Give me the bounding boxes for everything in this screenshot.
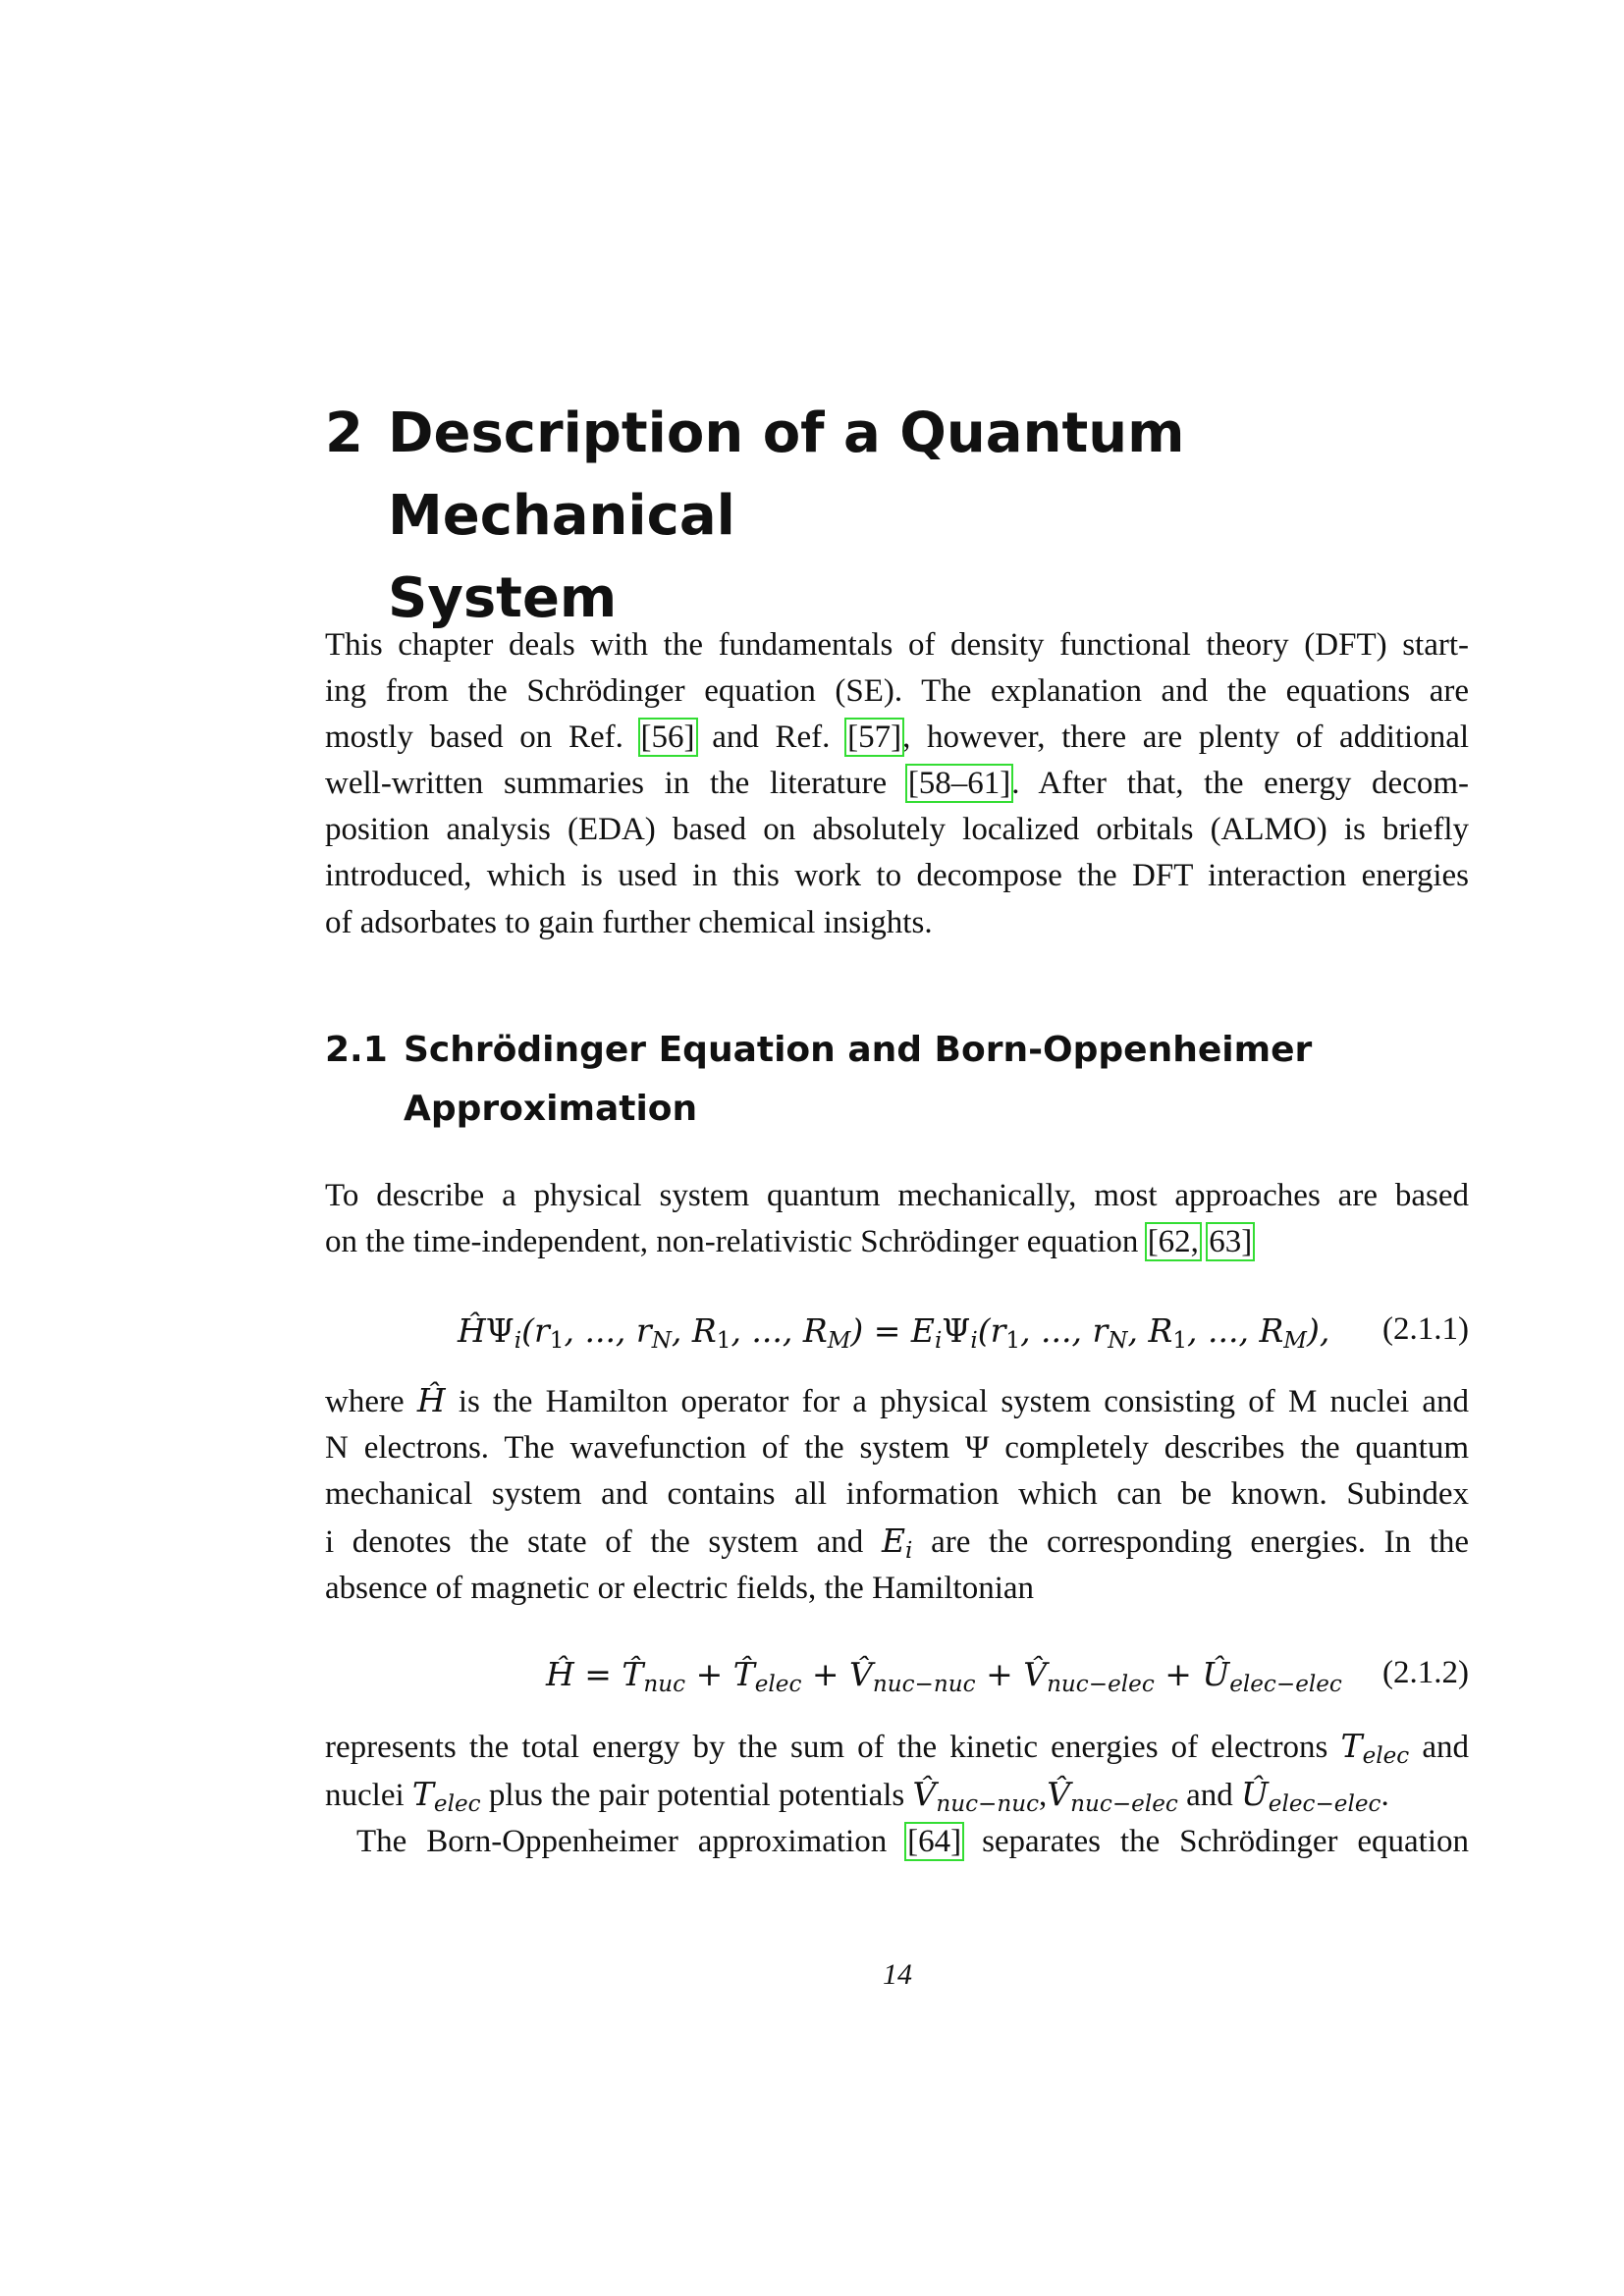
body-paragraph-3 xyxy=(325,1723,1469,1865)
chapter-heading xyxy=(325,393,1474,640)
text-line: nuclei $T_{elec}$ plus the pair potential potentials $V̂_{nuc-nuc},V̂_{nuc-elec}$ and $Û_{elec-elec}$. xyxy=(325,1775,1389,1817)
chapter-title-line2: System xyxy=(388,566,618,630)
text-line: represents the total energy by the sum of the kinetic energies of electrons $T_{elec}$ and xyxy=(325,1727,1470,1769)
text-line: N electrons. The wavefunction of the system Ψ completely describes the quantum xyxy=(325,1430,1469,1467)
text-line: introduced, which is used in this work to decompose the DFT interaction energies xyxy=(325,858,1469,894)
body-paragraph-1 xyxy=(325,1173,1469,1265)
section-number: 2.1 xyxy=(325,1030,388,1070)
page-number: 14 xyxy=(883,1958,912,1991)
text-line: This chapter deals with the fundamentals of density functional theory (DFT) start- xyxy=(325,627,1469,663)
text-line: mechanical system and contains all information which can be known. Subindex xyxy=(325,1476,1469,1513)
text-line: To describe a physical system quantum mechanically, most approaches are based xyxy=(325,1178,1469,1213)
text-line: on the time-independent, non-relativistic Schrödinger equation [62, 63] xyxy=(325,1224,1253,1260)
citation-link[interactable]: 63] xyxy=(1209,1224,1253,1260)
text-line: position analysis (EDA) based on absolutely localized orbitals (ALMO) is briefly xyxy=(325,812,1469,848)
citation-link[interactable]: [62, xyxy=(1147,1224,1199,1260)
text-line: well-written summaries in the literature [58–61]. After that, the energy decom- xyxy=(325,766,1470,802)
text-line: absence of magnetic or electric fields, the Hamiltonian xyxy=(325,1571,1035,1607)
body-paragraph-2 xyxy=(325,1377,1469,1612)
intro-paragraph xyxy=(325,622,1469,946)
citation-link[interactable]: [56] xyxy=(640,720,695,756)
text-line: ing from the Schrödinger equation (SE). The explanation and the equations are xyxy=(325,673,1469,710)
text-line: i denotes the state of the system and $E_i$ are the corresponding energies. In the xyxy=(325,1522,1470,1565)
section-heading xyxy=(325,1021,1474,1139)
text-line: The Born-Oppenheimer approximation [64] separates the Schrödinger equation xyxy=(356,1824,1470,1860)
chapter-title-line1: Description of a Quantum Mechanical xyxy=(388,401,1185,548)
text-line: mostly based on Ref. [56] and Ref. [57], however, there are plenty of additional xyxy=(325,720,1470,756)
equation-number: (2.1.1) xyxy=(1382,1311,1469,1347)
hamiltonian-equation: Ĥ = $T̂_{nuc}$ + $T̂_{elec}$ + $V̂_{nuc-nuc}$ + $V̂_{nuc-elec}$ + $Û_{elec-elec}$ xyxy=(546,1655,1342,1697)
section-title-line2: Approximation xyxy=(404,1089,698,1129)
citation-link[interactable]: [64] xyxy=(907,1824,962,1860)
schrodinger-equation: $Ĥ\Psi_i(r_1$, ..., $r_N$, $R_1$, ..., $R_M) = E_i\Psi_i(r_1$, ..., $r_N$, $R_1$, ..., $R_M$), xyxy=(458,1311,1330,1354)
citation-link[interactable]: [58–61] xyxy=(907,766,1011,802)
text-line: where Ĥ is the Hamilton operator for a physical system consisting of M nuclei and xyxy=(325,1381,1470,1419)
section-title-line1: Schrödinger Equation and Born-Oppenheimer xyxy=(404,1030,1313,1070)
chapter-number: 2 xyxy=(325,401,363,465)
text-line: of adsorbates to gain further chemical insights. xyxy=(325,904,933,940)
equation-number: (2.1.2) xyxy=(1382,1655,1469,1690)
citation-link[interactable]: [57] xyxy=(847,720,902,756)
